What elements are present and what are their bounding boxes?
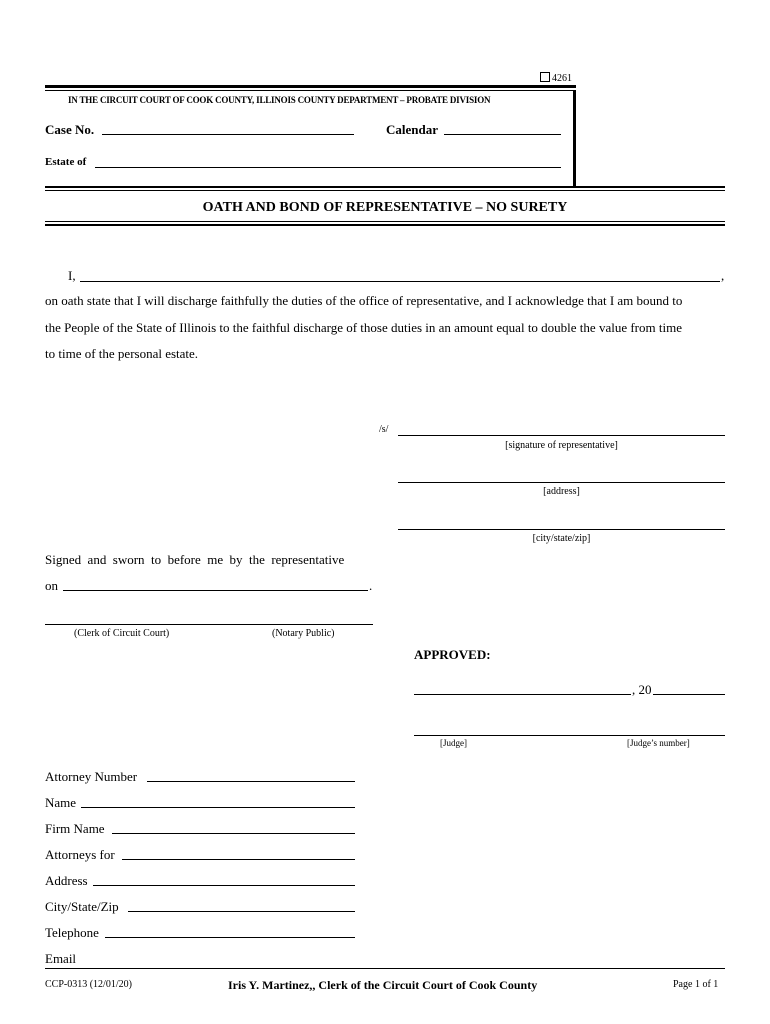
clerk-caption: (Clerk of Circuit Court) bbox=[74, 628, 170, 639]
calendar-label: Calendar bbox=[386, 122, 438, 137]
sworn-period: . bbox=[369, 578, 373, 593]
sworn-date-field[interactable] bbox=[63, 590, 368, 591]
signature-prefix: /s/ bbox=[379, 424, 389, 435]
attorney-name-label: Name bbox=[45, 795, 77, 810]
city-state-zip-field[interactable] bbox=[398, 529, 725, 530]
attorneys-for-label: Attorneys for bbox=[45, 847, 115, 862]
clerk-footer: Iris Y. Martinez,, Clerk of the Circuit Court of Cook County bbox=[228, 978, 538, 992]
attorney-name-field[interactable] bbox=[81, 807, 355, 808]
sworn-on-label: on bbox=[45, 578, 58, 593]
attorney-address-label: Address bbox=[45, 873, 88, 888]
notary-caption: (Notary Public) bbox=[272, 628, 335, 639]
approved-date-field[interactable] bbox=[414, 694, 631, 695]
firm-name-field[interactable] bbox=[112, 833, 355, 834]
clerk-notary-signature-field[interactable] bbox=[45, 624, 373, 625]
sworn-statement: Signed and sworn to before me by the representative bbox=[45, 552, 345, 567]
address-field[interactable] bbox=[398, 482, 725, 483]
address-caption: [address] bbox=[543, 486, 580, 497]
header-right-rule bbox=[573, 90, 576, 187]
estate-of-field[interactable] bbox=[95, 167, 561, 168]
approved-year-prefix: , 20 bbox=[632, 682, 652, 697]
telephone-field[interactable] bbox=[105, 937, 355, 938]
calendar-field[interactable] bbox=[444, 134, 561, 135]
header-bottom-rule bbox=[45, 186, 725, 191]
case-no-label: Case No. bbox=[45, 122, 95, 137]
oath-suffix: , bbox=[721, 268, 725, 283]
judge-signature-field[interactable] bbox=[414, 735, 725, 736]
approved-label: APPROVED: bbox=[414, 647, 491, 662]
email-label: Email bbox=[45, 951, 77, 966]
form-number-text: 4261 bbox=[552, 73, 572, 84]
footer-rule bbox=[45, 968, 725, 969]
attorneys-for-field[interactable] bbox=[122, 859, 355, 860]
signature-caption: [signature of representative] bbox=[505, 440, 618, 451]
oath-prefix: I, bbox=[68, 268, 76, 283]
city-state-zip-caption: [city/state/zip] bbox=[532, 533, 591, 544]
court-heading: IN THE CIRCUIT COURT OF COOK COUNTY, ILLINOIS COUNTY DEPARTMENT – PROBATE DIVISION bbox=[68, 95, 491, 105]
representative-name-field[interactable] bbox=[80, 281, 720, 282]
oath-line-1: on oath state that I will discharge faithfully the duties of the office of representative, and I acknowledge that I am bound to bbox=[45, 293, 683, 308]
attorney-city-label: City/State/Zip bbox=[45, 899, 119, 914]
estate-of-label: Estate of bbox=[45, 156, 87, 168]
judge-caption: [Judge] bbox=[440, 738, 467, 748]
attorney-city-field[interactable] bbox=[128, 911, 355, 912]
signature-field[interactable] bbox=[398, 435, 725, 436]
oath-line-3: to time of the personal estate. bbox=[45, 346, 199, 361]
title-bottom-rule bbox=[45, 221, 725, 226]
telephone-label: Telephone bbox=[45, 925, 99, 940]
form-number bbox=[540, 72, 572, 84]
checkbox-icon[interactable] bbox=[540, 72, 550, 82]
page-number: Page 1 of 1 bbox=[673, 979, 719, 990]
attorney-number-label: Attorney Number bbox=[45, 769, 138, 784]
firm-name-label: Firm Name bbox=[45, 821, 105, 836]
approved-year-field[interactable] bbox=[653, 694, 725, 695]
attorney-number-field[interactable] bbox=[147, 781, 355, 782]
form-code: CCP-0313 (12/01/20) bbox=[45, 979, 132, 990]
header-top-rule bbox=[45, 85, 576, 91]
page-title: OATH AND BOND OF REPRESENTATIVE – NO SURETY bbox=[202, 200, 568, 215]
judge-number-caption: [Judge’s number] bbox=[627, 738, 690, 748]
attorney-address-field[interactable] bbox=[93, 885, 355, 886]
oath-line-2: the People of the State of Illinois to the faithful discharge of those duties in an amount equal to double the value from time bbox=[45, 320, 682, 335]
case-no-field[interactable] bbox=[102, 134, 354, 135]
